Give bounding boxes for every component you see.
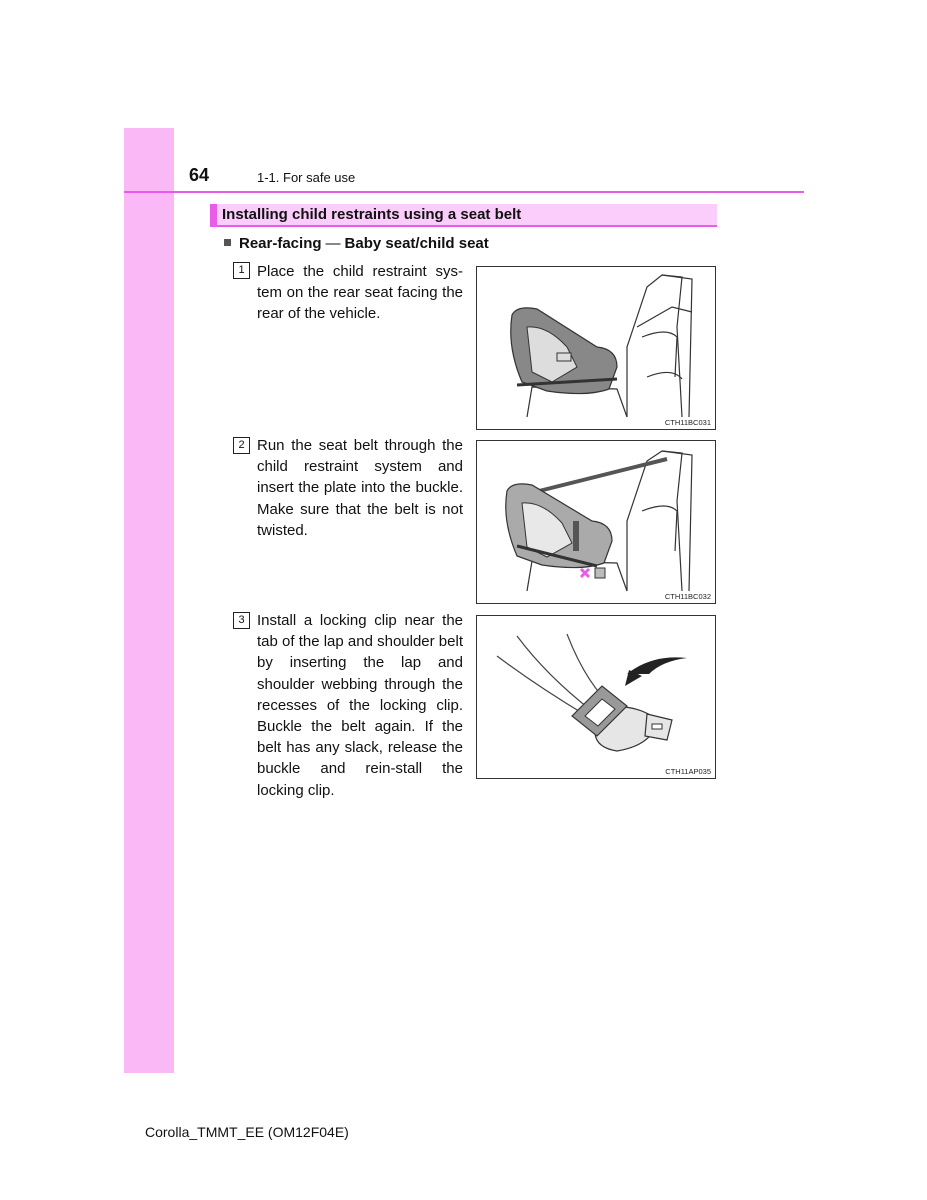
chapter-side-tab — [124, 128, 174, 1073]
figure-3-code: CTH11AP035 — [665, 767, 711, 776]
footer-document-id: Corolla_TMMT_EE (OM12F04E) — [145, 1124, 349, 1140]
step-1-text: Place the child restraint sys-tem on the rear seat facing the rear of the vehicle. — [257, 263, 463, 323]
locking-clip-illustration — [477, 616, 716, 779]
step-1-number: 1 — [233, 262, 250, 279]
figure-1-code: CTH11BC031 — [664, 418, 711, 427]
subheading-dash: — — [325, 235, 341, 252]
square-bullet-icon — [224, 239, 231, 246]
step-3-text: Install a locking clip near the tab of the lap and shoulder belt by inserting the lap and shoulder webbing through the recesses of the locking clip. Buckle the belt again. If the belt has any slack, release the buckle and rein-stall the locking clip. — [257, 612, 463, 799]
subheading — [224, 235, 489, 252]
step-2-number: 2 — [233, 437, 250, 454]
child-seat-on-rear-seat-illustration — [477, 267, 716, 430]
page-number: 64 — [189, 165, 210, 185]
section-label: 1-1. For safe use — [257, 170, 356, 185]
figure-2-code: CTH11BC032 — [664, 592, 711, 601]
section-heading: Installing child restraints using a seat belt — [210, 204, 717, 227]
seat-belt-routing-illustration — [477, 441, 716, 604]
figure-3-locking-clip — [476, 615, 716, 779]
step-3-number: 3 — [233, 612, 250, 629]
header-divider — [124, 191, 804, 193]
subheading-subtitle: Baby seat/child seat — [344, 235, 489, 252]
subheading-title: Rear-facing — [239, 235, 322, 252]
figure-2-belt-through-restraint — [476, 440, 716, 604]
figure-1-rear-seat-child-restraint — [476, 266, 716, 430]
step-2-text: Run the seat belt through the child restraint system and insert the plate into the buckle. Make sure that the belt is not twisted. — [257, 437, 463, 539]
